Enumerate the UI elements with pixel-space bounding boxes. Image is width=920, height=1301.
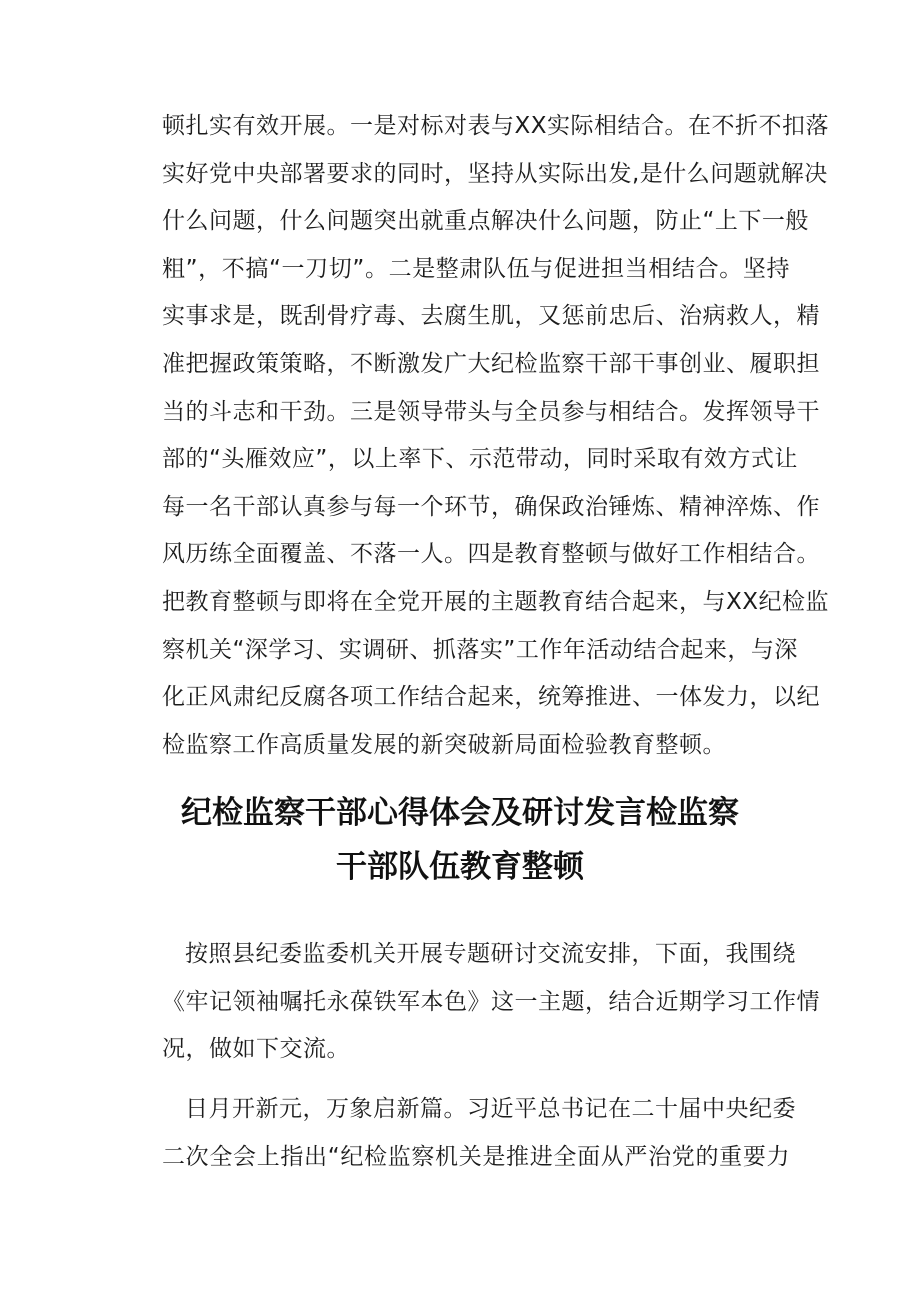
body-paragraph-3: [162, 1086, 796, 1181]
text-line: 粗”，不搞“一刀切”。二是整肃队伍与促进担当相结合。坚持: [162, 255, 790, 282]
text-line: 把教育整顿与即将在全党开展的主题教育结合起来，与XX纪检监: [162, 588, 830, 615]
text-line: 日月开新元，万象启新篇。习近平总书记在二十届中央纪委: [185, 1096, 796, 1122]
text-line: 实好党中央部署要求的同时，坚持从实际出发,是什么问题就解决: [162, 160, 828, 187]
heading-line-1: 纪检监察干部心得体会及研讨发言检监察: [181, 795, 739, 831]
text-line: 准把握政策策略，不断激发广大纪检监察干部干事创业、履职担: [162, 350, 820, 377]
text-line: 检监察工作高质量发展的新突破新局面检验教育整顿。: [162, 731, 726, 758]
text-line: 二次全会上指出“纪检监察机关是推进全面从严治党的重要力: [162, 1143, 790, 1170]
text-line: 部的“头雁效应”，以上率下、示范带动，同时采取有效方式让: [162, 446, 798, 473]
text-line: 察机关“深学习、实调研、抓落实”工作年活动结合起来，与深: [162, 636, 798, 663]
body-paragraph-2: [162, 931, 820, 1074]
text-line: 况，做如下交流。: [162, 1036, 350, 1063]
text-line: 当的斗志和干劲。三是领导带头与全员参与相结合。发挥领导干: [162, 398, 820, 425]
section-heading: [120, 786, 800, 894]
body-paragraph-1: [162, 103, 830, 769]
text-line: 什么问题，什么问题突出就重点解决什么问题，防止“上下一般: [162, 208, 809, 235]
text-line: 《牢记领袖嘱托永葆铁军本色》这一主题，结合近期学习工作情: [162, 988, 820, 1015]
text-line: 风历练全面覆盖、不落一人。四是教育整顿与做好工作相结合。: [162, 541, 820, 568]
text-line: 按照县纪委监委机关开展专题研讨交流安排，下面，我围绕: [185, 941, 796, 967]
text-line: 每一名干部认真参与每一个环节，确保政治锤炼、精神淬炼、作: [162, 493, 820, 520]
text-line: 实事求是，既刮骨疗毒、去腐生肌，又惩前忠后、治病救人，精: [162, 303, 820, 330]
text-line: 化正风肃纪反腐各项工作结合起来，统筹推进、一体发力，以纪: [162, 684, 820, 711]
text-line: 顿扎实有效开展。一是对标对表与XX实际相结合。在不折不扣落: [162, 113, 830, 139]
heading-line-2: 干部队伍教育整顿: [336, 849, 584, 885]
